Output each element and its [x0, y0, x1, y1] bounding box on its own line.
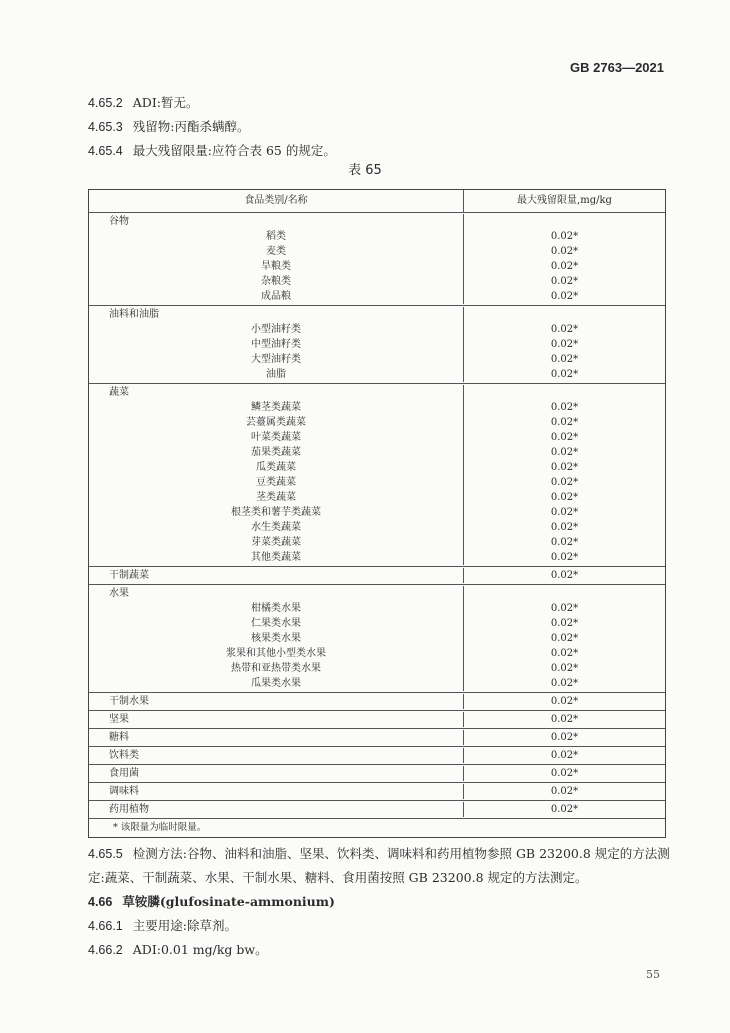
name-cell	[89, 289, 464, 304]
name-cell	[89, 646, 464, 661]
mrl-value: 0.02*	[550, 353, 579, 365]
clause-4-65-4	[88, 143, 336, 159]
mrl-value: 0.02*	[550, 368, 579, 380]
clause-number: 4.65.2	[88, 96, 123, 110]
name-cell	[89, 505, 464, 520]
clause-text: ADI:暂无。	[132, 95, 199, 110]
subcategory-name: 水生类蔬菜	[251, 521, 301, 533]
mrl-value: 0.02*	[550, 749, 579, 761]
table-group	[89, 384, 665, 567]
name-cell	[89, 322, 464, 337]
mrl-value: 0.02*	[550, 731, 579, 743]
name-cell	[89, 490, 464, 505]
mrl-value: 0.02*	[550, 617, 579, 629]
mrl-value: 0.02*	[550, 275, 579, 287]
table-footnote: * 该限量为临时限量。	[113, 822, 207, 833]
table-row	[89, 214, 665, 229]
name-cell	[89, 520, 464, 535]
table-group	[89, 306, 665, 384]
page-number: 55	[646, 968, 660, 981]
category-name: 谷物	[109, 215, 129, 227]
table-row	[89, 568, 665, 583]
mrl-value: 0.02*	[550, 323, 579, 335]
table-row	[89, 646, 665, 661]
name-cell	[89, 430, 464, 445]
mrl-value: 0.02*	[550, 491, 579, 503]
name-cell	[89, 568, 464, 583]
name-cell	[89, 616, 464, 631]
subcategory-name: 柑橘类水果	[251, 602, 301, 614]
subcategory-name: 小型油籽类	[251, 323, 301, 335]
table-row	[89, 259, 665, 274]
name-cell	[89, 415, 464, 430]
subcategory-name: 旱粮类	[261, 260, 291, 272]
table-group	[89, 585, 665, 693]
name-cell	[89, 367, 464, 382]
clause-text: 检测方法:谷物、油料和油脂、坚果、饮料类、调味料和药用植物参照 GB 23200.8 规定的方法测	[132, 846, 670, 861]
subcategory-name: 浆果和其他小型类水果	[226, 647, 326, 659]
mrl-value: 0.02*	[550, 416, 579, 428]
category-name: 药用植物	[109, 803, 149, 815]
mrl-value: 0.02*	[550, 551, 579, 563]
table-row	[89, 712, 665, 727]
clause-text: 主要用途:除草剂。	[132, 918, 237, 933]
mrl-value: 0.02*	[550, 785, 579, 797]
clause-number: 4.65.3	[88, 120, 123, 134]
name-cell	[89, 586, 464, 601]
table-group	[89, 693, 665, 711]
table-group	[89, 213, 665, 306]
table-row	[89, 616, 665, 631]
mrl-value: 0.02*	[550, 476, 579, 488]
table-row	[89, 520, 665, 535]
name-cell	[89, 337, 464, 352]
mrl-value: 0.02*	[550, 230, 579, 242]
subcategory-name: 芸薹属类蔬菜	[246, 416, 306, 428]
mrl-value: 0.02*	[550, 536, 579, 548]
table-group	[89, 801, 665, 819]
table-group	[89, 747, 665, 765]
table-row	[89, 676, 665, 691]
subcategory-name: 热带和亚热带类水果	[231, 662, 321, 674]
table-row	[89, 400, 665, 415]
subcategory-name: 根茎类和薯芋类蔬菜	[231, 506, 321, 518]
table-row	[89, 694, 665, 709]
subcategory-name: 仁果类水果	[251, 617, 301, 629]
table-row	[89, 766, 665, 781]
table-row	[89, 730, 665, 745]
mrl-value: 0.02*	[550, 245, 579, 257]
table-row	[89, 631, 665, 646]
subcategory-name: 中型油籽类	[251, 338, 301, 350]
name-cell	[89, 259, 464, 274]
table-group	[89, 711, 665, 729]
table-group	[89, 783, 665, 801]
table-row	[89, 748, 665, 763]
table-row	[89, 601, 665, 616]
mrl-value: 0.02*	[550, 401, 579, 413]
name-cell	[89, 694, 464, 709]
table-row	[89, 535, 665, 550]
table-row	[89, 784, 665, 799]
mrl-value: 0.02*	[550, 506, 579, 518]
section-4-66	[88, 894, 666, 910]
subcategory-name: 大型油籽类	[251, 353, 301, 365]
mrl-value: 0.02*	[550, 632, 579, 644]
table-group	[89, 729, 665, 747]
mrl-value: 0.02*	[550, 602, 579, 614]
table-row	[89, 367, 665, 382]
name-cell	[89, 307, 464, 322]
mrl-value: 0.02*	[550, 569, 579, 581]
table-row	[89, 505, 665, 520]
name-cell	[89, 460, 464, 475]
table-header	[89, 190, 665, 213]
table-row	[89, 661, 665, 676]
subcategory-name: 茄果类蔬菜	[251, 446, 301, 458]
clause-number: 4.65.4	[88, 144, 123, 158]
table-row	[89, 289, 665, 304]
clause-number: 4.66.1	[88, 919, 123, 933]
subcategory-name: 叶菜类蔬菜	[251, 431, 301, 443]
name-cell	[89, 274, 464, 289]
category-name: 饮料类	[109, 749, 139, 761]
table-row	[89, 550, 665, 565]
category-name: 油料和油脂	[109, 308, 159, 320]
table-group	[89, 567, 665, 585]
name-cell	[89, 229, 464, 244]
name-cell	[89, 445, 464, 460]
table-group	[89, 765, 665, 783]
subcategory-name: 茎类蔬菜	[256, 491, 296, 503]
table-row	[89, 307, 665, 322]
mrl-value: 0.02*	[550, 461, 579, 473]
table-body	[89, 213, 665, 819]
table-row	[89, 490, 665, 505]
table-caption: 表 65	[348, 163, 382, 178]
after-table-text	[88, 846, 670, 958]
table-row	[89, 445, 665, 460]
mrl-value: 0.02*	[550, 713, 579, 725]
section-number: 4.66	[88, 895, 113, 909]
clause-4-66-1	[88, 918, 666, 934]
table-row	[89, 244, 665, 259]
mrl-value: 0.02*	[550, 260, 579, 272]
name-cell	[89, 748, 464, 763]
name-cell	[89, 400, 464, 415]
mrl-value: 0.02*	[550, 695, 579, 707]
name-cell	[89, 244, 464, 259]
table-row	[89, 229, 665, 244]
name-cell	[89, 712, 464, 727]
table-row	[89, 274, 665, 289]
category-name: 水果	[109, 587, 129, 599]
name-cell	[89, 535, 464, 550]
name-cell	[89, 631, 464, 646]
table-row	[89, 430, 665, 445]
subcategory-name: 豆类蔬菜	[256, 476, 296, 488]
mrl-value: 0.02*	[550, 338, 579, 350]
name-cell	[89, 550, 464, 565]
name-cell	[89, 676, 464, 691]
clause-text: 残留物:丙酯杀螨醇。	[132, 119, 250, 134]
mrl-value: 0.02*	[550, 677, 579, 689]
mrl-value: 0.02*	[550, 290, 579, 302]
category-name: 干制水果	[109, 695, 149, 707]
category-name: 坚果	[109, 713, 129, 725]
mrl-value: 0.02*	[550, 767, 579, 779]
subcategory-name: 杂粮类	[261, 275, 291, 287]
subcategory-name: 油脂	[266, 368, 286, 380]
name-cell	[89, 601, 464, 616]
mrl-value: 0.02*	[550, 803, 579, 815]
category-name: 糖料	[109, 731, 129, 743]
table-row	[89, 322, 665, 337]
mrl-value: 0.02*	[550, 662, 579, 674]
mrl-value: 0.02*	[550, 446, 579, 458]
subcategory-name: 鳞茎类蔬菜	[251, 401, 301, 413]
table-row	[89, 385, 665, 400]
name-cell	[89, 802, 464, 817]
subcategory-name: 瓜果类水果	[251, 677, 301, 689]
category-name: 干制蔬菜	[109, 569, 149, 581]
subcategory-name: 瓜类蔬菜	[256, 461, 296, 473]
subcategory-name: 成品粮	[261, 290, 291, 302]
standard-number: GB 2763—2021	[570, 60, 664, 75]
table-row	[89, 415, 665, 430]
subcategory-name: 芽菜类蔬菜	[251, 536, 301, 548]
header-food-category: 食品类别/名称	[89, 190, 464, 212]
name-cell	[89, 214, 464, 229]
header-mrl: 最大残留限量,mg/kg	[517, 195, 612, 206]
name-cell	[89, 385, 464, 400]
category-name: 蔬菜	[109, 386, 129, 398]
body-flow	[88, 189, 670, 958]
subcategory-name: 其他类蔬菜	[251, 551, 301, 563]
clause-text: 最大残留限量:应符合表 65 的规定。	[132, 143, 336, 158]
clause-number: 4.65.5	[88, 847, 123, 861]
table-row	[89, 337, 665, 352]
category-name: 食用菌	[109, 767, 139, 779]
name-cell	[89, 352, 464, 367]
name-cell	[89, 661, 464, 676]
clause-4-66-2	[88, 942, 666, 958]
clause-number: 4.66.2	[88, 943, 123, 957]
clause-4-65-5	[88, 846, 670, 862]
name-cell	[89, 475, 464, 490]
table-row	[89, 475, 665, 490]
subcategory-name: 麦类	[266, 245, 286, 257]
mrl-value: 0.02*	[550, 521, 579, 533]
subcategory-name: 稻类	[266, 230, 286, 242]
table-row	[89, 586, 665, 601]
mrl-table	[88, 189, 666, 838]
clause-4-65-5-cont: 定:蔬菜、干制蔬菜、水果、干制水果、糖料、食用菌按照 GB 23200.8 规定的方法测定。	[88, 870, 588, 885]
subcategory-name: 核果类水果	[251, 632, 301, 644]
mrl-value: 0.02*	[550, 647, 579, 659]
name-cell	[89, 784, 464, 799]
table-row	[89, 802, 665, 817]
section-title: 草铵膦(glufosinate-ammonium)	[122, 894, 335, 909]
category-name: 调味料	[109, 785, 139, 797]
mrl-value: 0.02*	[550, 431, 579, 443]
table-row	[89, 352, 665, 367]
clause-4-65-2	[88, 95, 198, 111]
clause-4-65-3	[88, 119, 249, 135]
name-cell	[89, 766, 464, 781]
table-row	[89, 460, 665, 475]
clause-text: ADI:0.01 mg/kg bw。	[132, 942, 268, 957]
name-cell	[89, 730, 464, 745]
